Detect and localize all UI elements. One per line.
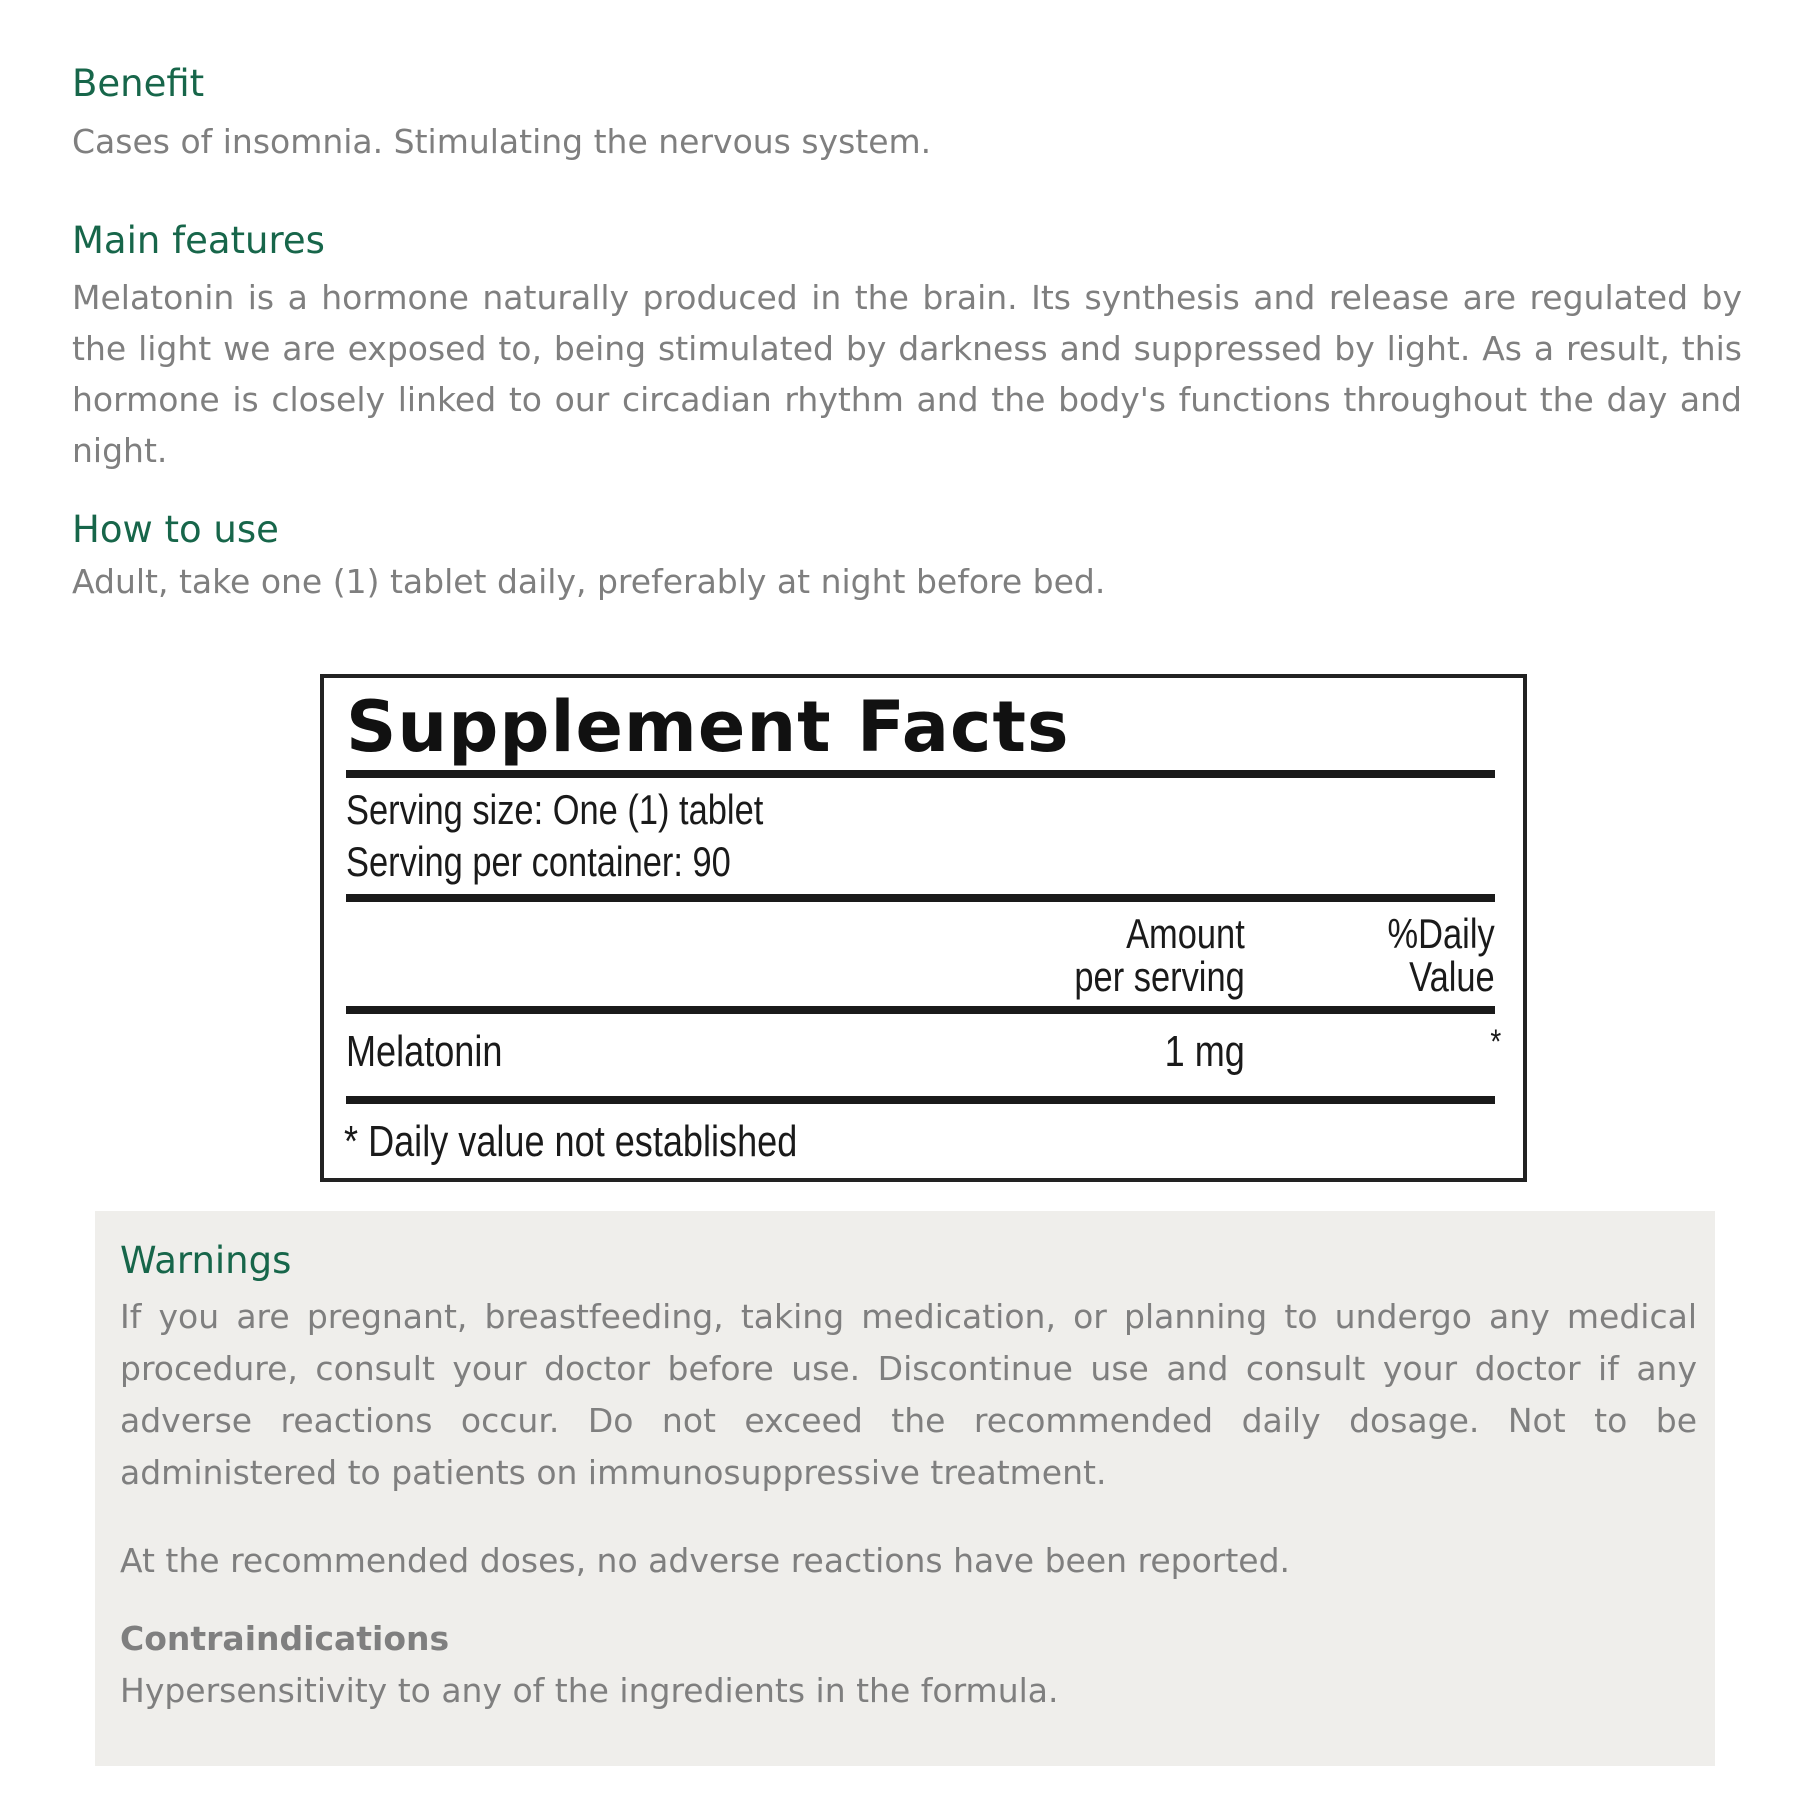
adverse-reactions-note: At the recommended doses, no adverse reactions have been reported. [120, 1541, 1291, 1581]
daily-value-header: %Daily Value [1387, 910, 1495, 1000]
nutrient-amount: 1 mg [1164, 1027, 1245, 1076]
main-features-heading: Main features [72, 219, 325, 263]
table-row [346, 1014, 1501, 1096]
product-description [72, 0, 1742, 607]
supplement-facts-label [320, 674, 1527, 1182]
warnings-panel [95, 1211, 1715, 1766]
supplement-facts-title: Supplement Facts [346, 686, 1070, 768]
facts-header-row [346, 902, 1495, 1006]
contraindications-text: Hypersensitivity to any of the ingredients in the formula. [120, 1671, 1059, 1711]
warnings-text: If you are pregnant, breastfeeding, taking medication, or planning to undergo any medical procedure, consult your doctor before use. Discontinue use and consult your doctor if any adverse reactions occur. Do not exceed the recommended daily dosage. Not to be administered to patients on immunosuppressive treatment. [120, 1297, 1697, 1493]
serving-size: Serving size: One (1) tablet [346, 786, 764, 833]
facts-footnote: * Daily value not established [344, 1117, 798, 1166]
contraindications-heading: Contraindications [120, 1619, 450, 1659]
facts-divider [346, 894, 1495, 902]
main-features-text: Melatonin is a hormone naturally produced in the brain. Its synthesis and release are regulated by the light we are exposed to, being stimulated by darkness and suppressed by light. As a result, this hormone is closely linked to our circadian rhythm and the body's functions throughout the day and night. [72, 277, 1742, 470]
benefit-heading: Benefit [72, 62, 205, 105]
amount-per-serving-header: Amount per serving [1074, 910, 1245, 1000]
nutrient-name: Melatonin [346, 1027, 503, 1076]
facts-divider [346, 1096, 1495, 1104]
benefit-text: Cases of insomnia. Stimulating the nervous system. [72, 122, 932, 162]
facts-divider [346, 770, 1495, 778]
nutrient-daily-value: * [1490, 1023, 1501, 1061]
how-to-use-heading: How to use [72, 507, 279, 551]
facts-divider [346, 1006, 1495, 1014]
warnings-heading: Warnings [120, 1239, 292, 1282]
facts-footnote-row [346, 1104, 1495, 1184]
how-to-use-text: Adult, take one (1) tablet daily, preferably at night before bed. [72, 562, 1106, 602]
servings-per-container: Serving per container: 90 [346, 838, 731, 885]
